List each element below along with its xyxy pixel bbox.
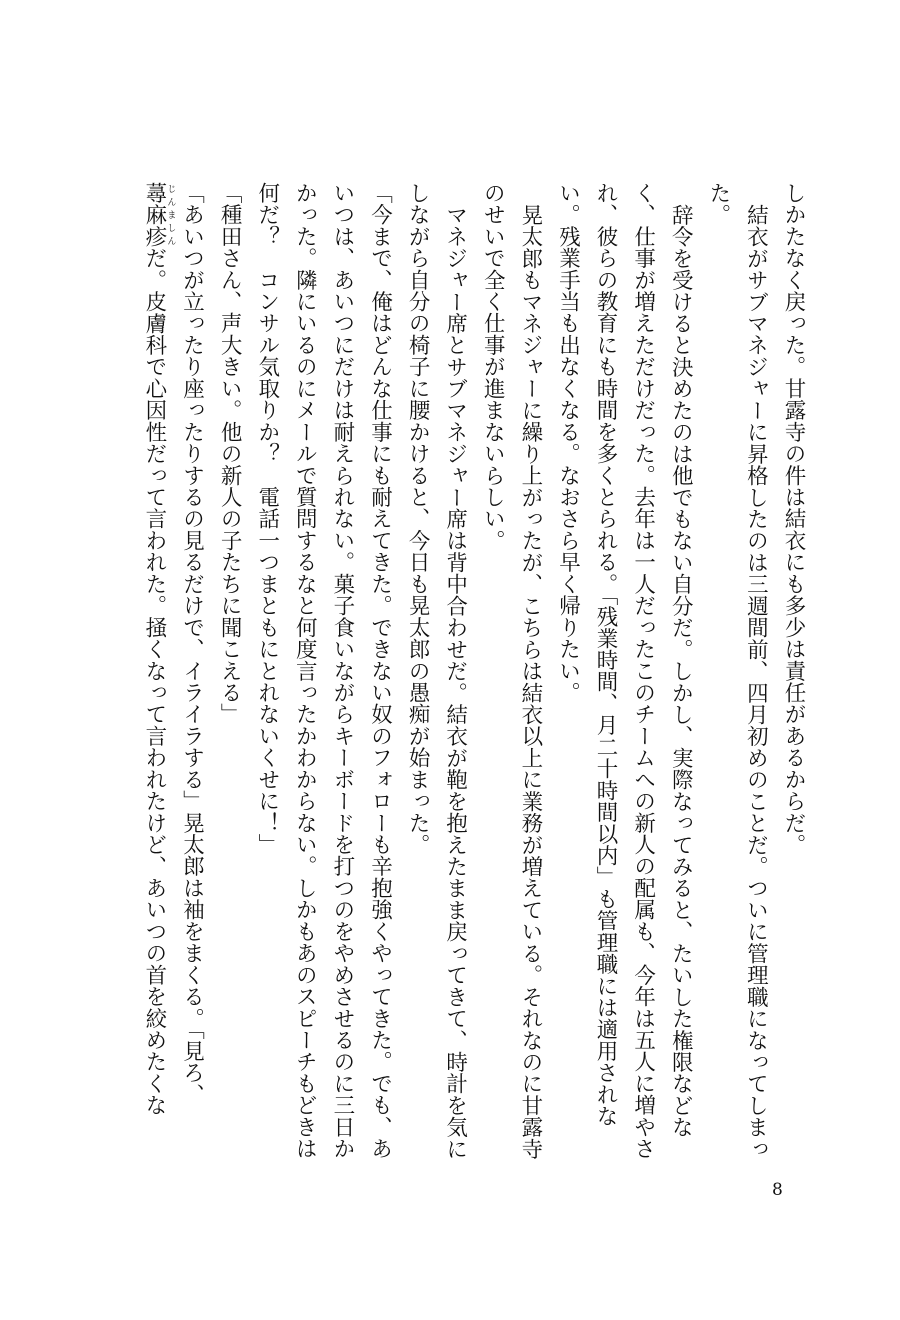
paragraph-7-dialogue: 「種田さん、声大きい。他の新人の子たちに聞こえる」 (217, 182, 243, 725)
paragraph-6-dialogue: 「今まで、俺はどんな仕事にも耐えてきた。できない奴のフォローも辛抱強くやってきた。でも、あいつは、あいつにだけは耐えられない。菓子食いながらキーボードを打つのをやめさせるのに三日かかった。隣にいるのにメールで質問するなと何度言ったかわからない。しかもあのスピーチもどきは何だ？ コンサル気取りか？ 電話一つまともにとれないくせに！」 (254, 182, 393, 1160)
ruby-base: 蕁麻疹 (141, 182, 167, 248)
paragraph-2: 結衣がサブマネジャーに昇格したのは三週間前、四月初めのことだ。ついに管理職になってしまった。 (705, 182, 769, 1160)
page-number: 8 (772, 1180, 783, 1200)
paragraph-8-dialogue (135, 182, 210, 1162)
paragraph-3: 辞令を受けると決めたのは他でもない自分だ。しかし、実際なってみると、たいした権限などなく、仕事が増えただけだった。去年は一人だったこのチームへの新人の配属も、今年は五人に増やされ、彼らの教育にも時間を多くとられる。「残業時間、月二十時間以内」も管理職には適用されない。残業手当も出なくなる。なおさら早く帰りたい。 (555, 182, 694, 1160)
paragraph-4: 晃太郎もマネジャーに繰り上がったが、こちらは結衣以上に業務が増えている。それなのに甘露寺のせいで全く仕事が進まないらしい。 (480, 182, 543, 1160)
paragraph-1: しかたなく戻った。甘露寺の件は結衣にも多少は責任があるからだ。 (781, 182, 806, 856)
ruby-term (141, 182, 176, 248)
vertical-text-body (135, 182, 812, 1162)
paragraph-5: マネジャー席とサブマネジャー席は背中合わせだ。結衣が鞄を抱えたまま戻ってきて、時計を気にしながら自分の椅子に腰かけると、今日も晃太郎の愚痴が始まった。 (405, 182, 468, 1160)
ruby-reading: じんましん (165, 182, 176, 248)
paragraph-8-lead: 「あいつが立ったり座ったりするの見るだけで、イライラする」晃太郎は袖をまくる。「見ろ、 (179, 182, 205, 1106)
paragraph-8-tail: だ。皮膚科で心因性だって言われた。掻くなって言われたけど、あいつの首を絞めたくな (141, 247, 167, 1116)
